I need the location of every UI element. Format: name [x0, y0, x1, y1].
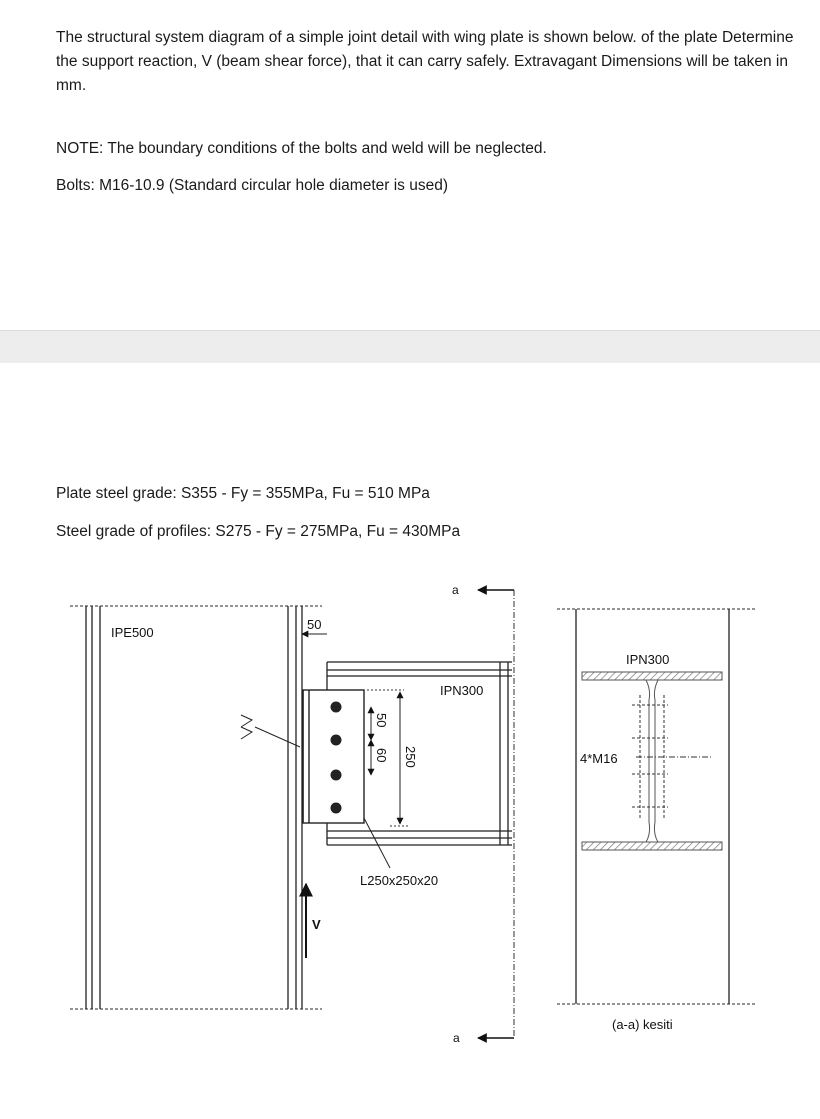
bolt-2 [331, 735, 342, 746]
weld-symbol [241, 715, 300, 747]
section-marker-bottom: a [453, 1031, 460, 1045]
elevation-view [70, 583, 514, 1045]
bolt-3 [331, 770, 342, 781]
dim-60: 60 [374, 748, 389, 763]
problem-intro: The structural system diagram of a simple joint detail with wing plate is shown below. of the plate Determine the support reaction, V (beam shear force), that it can carry safely. Extravagant Dimensions will be taken in mm. [56, 29, 794, 94]
section-aa-view [557, 609, 757, 1032]
section-caption: (a-a) kesiti [612, 1017, 673, 1032]
section-beam-label: IPN300 [626, 652, 670, 667]
column-label: IPE500 [111, 625, 154, 640]
section-bolts-label: 4*M16 [580, 751, 618, 766]
section-marker-top: a [452, 583, 459, 597]
dim-50-bolt: 50 [374, 713, 389, 728]
problem-bolts: Bolts: M16-10.9 (Standard circular hole diameter is used) [56, 177, 448, 194]
dim-250: 250 [403, 746, 418, 768]
angle-leader [364, 818, 390, 868]
bolt-1 [331, 702, 342, 713]
angle-label: L250x250x20 [360, 873, 439, 888]
bolt-4 [331, 803, 342, 814]
section-bolt-lines [632, 695, 712, 818]
plate-steel-grade: Plate steel grade: S355 - Fy = 355MPa, Fu = 510 MPa [56, 485, 430, 502]
profile-steel-grade: Steel grade of profiles: S275 - Fy = 275MPa, Fu = 430MPa [56, 523, 461, 540]
ipe500-column [86, 606, 302, 1009]
problem-note: NOTE: The boundary conditions of the bolts and weld will be neglected. [56, 140, 547, 157]
beam-label: IPN300 [440, 683, 484, 698]
dim-50-top: 50 [307, 617, 322, 632]
reaction-label: V [312, 917, 321, 932]
